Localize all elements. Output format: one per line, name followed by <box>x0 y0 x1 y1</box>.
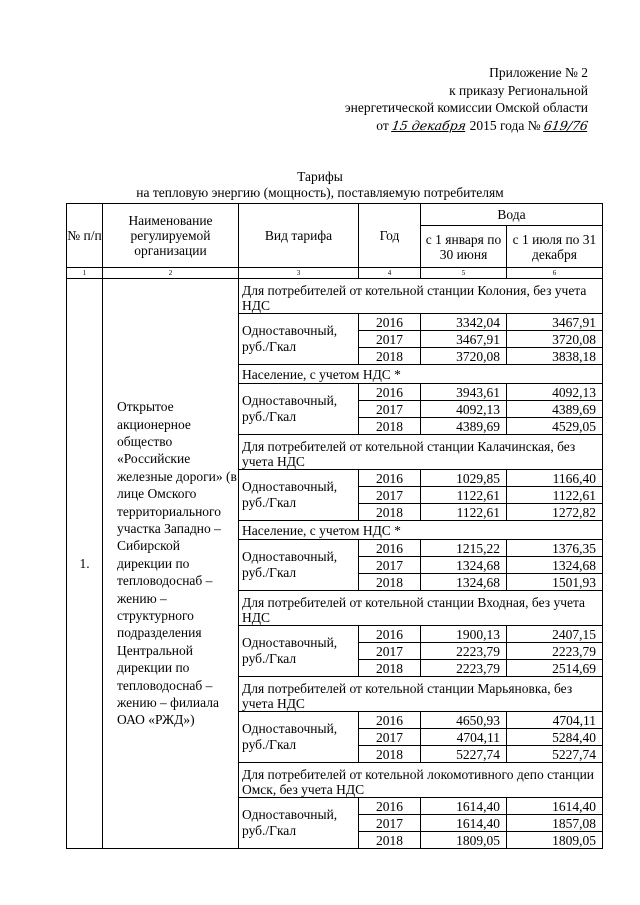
segment-label: Для потребителей от котельной локомотивного депо станции Омск, без учета НДС <box>239 763 603 798</box>
tariff-first-half: 2223,79 <box>421 643 507 660</box>
year-cell: 2016 <box>359 798 421 815</box>
document-title: Тарифы <box>297 169 343 184</box>
order-date-line <box>345 117 588 135</box>
handwritten-date: 15 декабря <box>391 117 468 133</box>
document-subtitle: на тепловую энергию (мощность), поставляемую потребителям <box>136 185 504 200</box>
year-cell: 2016 <box>359 626 421 643</box>
segment-label: Для потребителей от котельной станции Калачинская, без учета НДС <box>239 435 603 470</box>
tariff-second-half: 3467,91 <box>507 314 603 331</box>
year-cell: 2016 <box>359 712 421 729</box>
header-tariff-type: Вид тарифа <box>239 204 359 268</box>
column-number-4: 4 <box>359 268 421 279</box>
tariff-second-half: 1857,08 <box>507 815 603 832</box>
year-cell: 2017 <box>359 487 421 504</box>
appendix-number: Приложение № 2 <box>489 65 588 80</box>
tariff-first-half: 2223,79 <box>421 660 507 677</box>
organization-name: Открытое акционерное общество «Российские железные дороги» (в лице Омского территориального участка Западно – Сибирской дирекции по тепловодоснаб – жению – структурного подразделения Центральной дирекции по тепловодоснаб – жению – филиала ОАО «РЖД») <box>103 279 239 849</box>
tariff-second-half: 5284,40 <box>507 729 603 746</box>
column-number-3: 3 <box>239 268 359 279</box>
column-number-5: 5 <box>421 268 507 279</box>
year-cell: 2017 <box>359 401 421 418</box>
tariff-second-half: 1272,82 <box>507 504 603 521</box>
tariff-first-half: 5227,74 <box>421 746 507 763</box>
tariff-second-half: 2514,69 <box>507 660 603 677</box>
commission-name: энергетической комиссии Омской области <box>344 100 588 115</box>
tariff-first-half: 1122,61 <box>421 504 507 521</box>
tariff-second-half: 1501,93 <box>507 574 603 591</box>
tariff-second-half: 4529,05 <box>507 418 603 435</box>
tariff-first-half: 3943,61 <box>421 384 507 401</box>
tariff-first-half: 1809,05 <box>421 832 507 849</box>
segment-label: Население, с учетом НДС * <box>239 365 603 384</box>
year-cell: 2017 <box>359 643 421 660</box>
tariff-second-half: 3720,08 <box>507 331 603 348</box>
year-cell: 2017 <box>359 815 421 832</box>
tariff-type: Одноставочный, руб./Гкал <box>239 712 359 763</box>
segment-label: Для потребителей от котельной станции Марьяновка, без учета НДС <box>239 677 603 712</box>
column-number-6: 6 <box>507 268 603 279</box>
year-cell: 2016 <box>359 470 421 487</box>
tariff-second-half: 3838,18 <box>507 348 603 365</box>
year-cell: 2017 <box>359 331 421 348</box>
header-second-half: с 1 июля по 31 декабря <box>507 226 603 268</box>
tariff-type: Одноставочный, руб./Гкал <box>239 626 359 677</box>
year-cell: 2018 <box>359 574 421 591</box>
tariff-first-half: 4704,11 <box>421 729 507 746</box>
tariff-second-half: 1324,68 <box>507 557 603 574</box>
year-cell: 2016 <box>359 314 421 331</box>
tariff-first-half: 3720,08 <box>421 348 507 365</box>
tariff-type: Одноставочный, руб./Гкал <box>239 314 359 365</box>
year-cell: 2016 <box>359 540 421 557</box>
tariff-first-half: 1614,40 <box>421 798 507 815</box>
appendix-header <box>345 64 588 134</box>
tariff-first-half: 4092,13 <box>421 401 507 418</box>
segment-label: Население, с учетом НДС * <box>239 521 603 540</box>
year-cell: 2016 <box>359 384 421 401</box>
tariff-second-half: 2223,79 <box>507 643 603 660</box>
tariff-first-half: 1324,68 <box>421 574 507 591</box>
year-cell: 2018 <box>359 418 421 435</box>
year-cell: 2018 <box>359 746 421 763</box>
tariff-first-half: 4389,69 <box>421 418 507 435</box>
year-cell: 2018 <box>359 660 421 677</box>
tariff-second-half: 1376,35 <box>507 540 603 557</box>
year-cell: 2018 <box>359 832 421 849</box>
header-number: № п/п <box>67 204 103 268</box>
tariff-first-half: 3467,91 <box>421 331 507 348</box>
column-number-1: 1 <box>67 268 103 279</box>
tariff-second-half: 1166,40 <box>507 470 603 487</box>
segment-label: Для потребителей от котельной станции Колония, без учета НДС <box>239 279 603 314</box>
tariff-second-half: 2407,15 <box>507 626 603 643</box>
header-organization: Наименование регулируемой организации <box>103 204 239 268</box>
header-water: Вода <box>421 204 603 226</box>
year-cell: 2017 <box>359 557 421 574</box>
tariff-first-half: 1029,85 <box>421 470 507 487</box>
tariff-second-half: 1614,40 <box>507 798 603 815</box>
tariff-second-half: 4704,11 <box>507 712 603 729</box>
tariff-first-half: 1122,61 <box>421 487 507 504</box>
tariff-second-half: 4389,69 <box>507 401 603 418</box>
number-sign: № <box>527 117 541 133</box>
tariff-first-half: 4650,93 <box>421 712 507 729</box>
tariff-second-half: 1809,05 <box>507 832 603 849</box>
segment-label: Для потребителей от котельной станции Входная, без учета НДС <box>239 591 603 626</box>
tariff-first-half: 3342,04 <box>421 314 507 331</box>
tariff-first-half: 1900,13 <box>421 626 507 643</box>
tariff-type: Одноставочный, руб./Гкал <box>239 384 359 435</box>
order-year: 2015 года <box>469 117 525 133</box>
tariff-type: Одноставочный, руб./Гкал <box>239 470 359 521</box>
tariff-second-half: 1122,61 <box>507 487 603 504</box>
handwritten-number: 619/76 <box>542 117 590 133</box>
order-reference: к приказу Региональной <box>449 82 588 98</box>
header-first-half: с 1 января по 30 июня <box>421 226 507 268</box>
tariff-table <box>66 203 603 849</box>
tariff-first-half: 1324,68 <box>421 557 507 574</box>
header-year: Год <box>359 204 421 268</box>
year-cell: 2017 <box>359 729 421 746</box>
tariff-first-half: 1614,40 <box>421 815 507 832</box>
year-cell: 2018 <box>359 504 421 521</box>
column-number-2: 2 <box>103 268 239 279</box>
year-cell: 2018 <box>359 348 421 365</box>
tariff-type: Одноставочный, руб./Гкал <box>239 540 359 591</box>
row-number: 1. <box>67 279 103 849</box>
tariff-second-half: 4092,13 <box>507 384 603 401</box>
tariff-first-half: 1215,22 <box>421 540 507 557</box>
tariff-type: Одноставочный, руб./Гкал <box>239 798 359 849</box>
from-label: от <box>376 117 389 133</box>
tariff-second-half: 5227,74 <box>507 746 603 763</box>
